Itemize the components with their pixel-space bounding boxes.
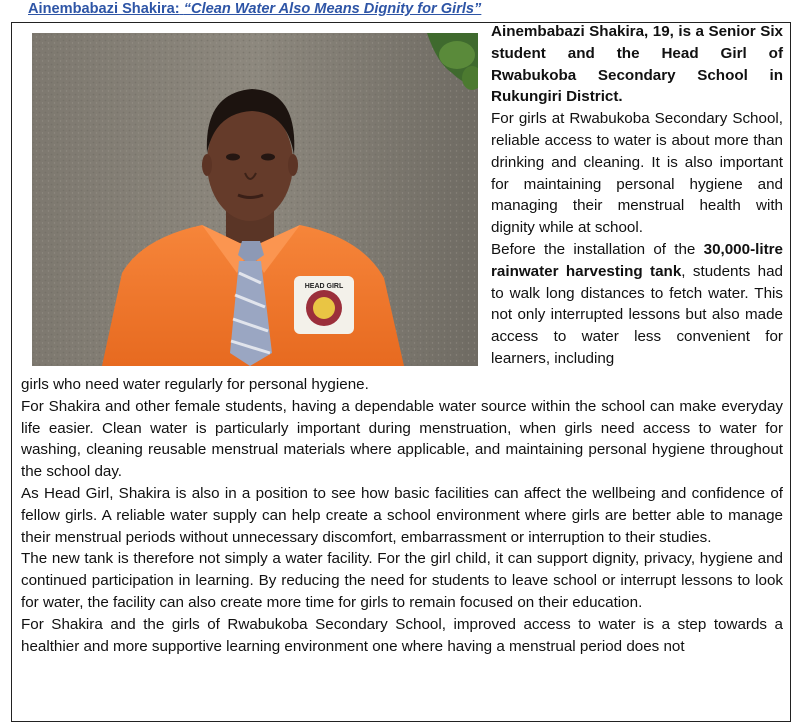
portrait-photo — [32, 33, 478, 366]
paragraph-2-continued: girls who need water regularly for personal hygiene. — [21, 376, 369, 393]
paragraph-2-after: , students had to walk long distances to fetch water. This not only interrupted lessons but also made access to water less convenient for learners, including — [491, 262, 783, 367]
paragraph-3: For Shakira and other female students, having a dependable water source within the school can make everyday life easier. Clean water is particularly important during menstruation, when girls need access to water for washing, cleaning reusable menstrual materials where applicable, and maintaining personal hygiene throughout the school day. — [21, 397, 783, 481]
heading-name: Ainembabazi Shakira: — [28, 1, 180, 17]
tank-emphasis: 30,000-litre rainwater harvesting tank — [491, 240, 783, 280]
paragraph-1: For girls at Rwabukoba Secondary School, reliable access to water is about more than drinking and cleaning. It is also important for maintaining personal hygiene and managing their menstrual health with dignity while at school. — [491, 110, 783, 237]
article-heading — [28, 1, 481, 17]
heading-quote: “Clean Water Also Means Dignity for Girls” — [183, 1, 482, 17]
paragraph-5: The new tank is therefore not simply a water facility. For the girl child, it can support dignity, privacy, hygiene and continued participation in learning. By reducing the need for students to leave school or interrupt lessons to look for water, the facility can also create more time for girls to remain focused on their education. — [21, 550, 783, 611]
badge-text: HEAD GIRL — [304, 283, 344, 290]
full-width-column — [21, 374, 783, 657]
side-column — [491, 21, 783, 370]
paragraph-4: As Head Girl, Shakira is also in a position to see how basic facilities can affect the wellbeing and confidence of fellow girls. A reliable water supply can help create a school environment where girls are better able to manage their menstrual periods without unnecessary discomfort, embarrassment or interruption to their studies. — [21, 484, 783, 546]
paragraph-2 — [491, 239, 783, 370]
paragraph-2-before: Before the installation of the — [491, 240, 704, 258]
intro-paragraph: Ainembabazi Shakira, 19, is a Senior Six student and the Head Girl of Rwabukoba Secondary School in Rukungiri District. — [491, 23, 783, 106]
paragraph-6: For Shakira and the girls of Rwabukoba Secondary School, improved access to water is a step towards a healthier and more supportive learning environment one where having a menstrual period does not — [21, 615, 783, 655]
